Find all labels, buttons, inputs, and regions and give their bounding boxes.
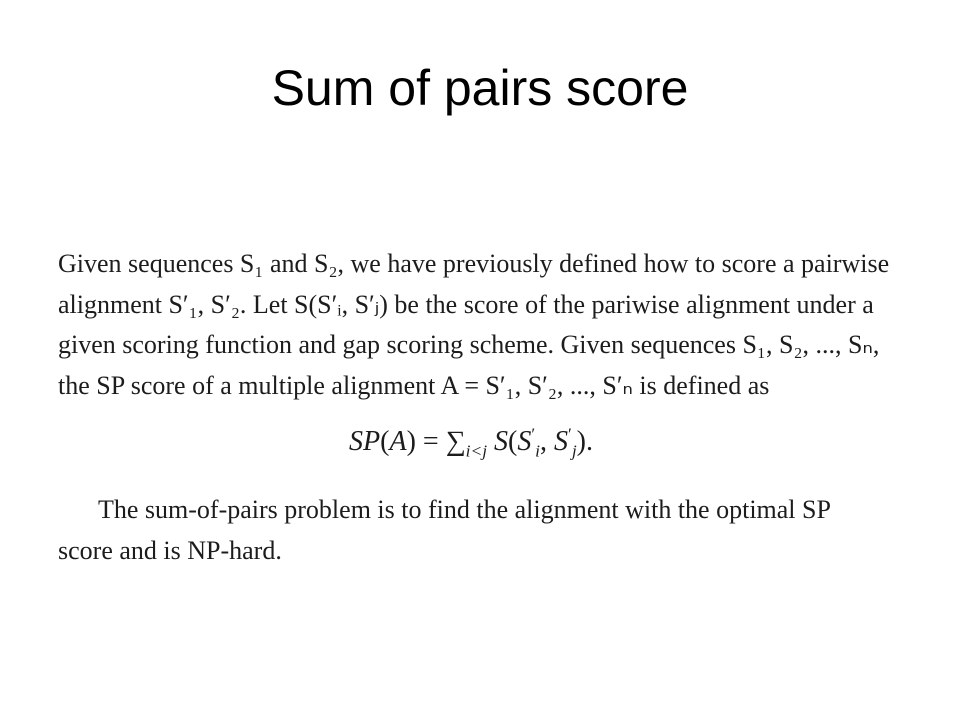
paragraph1-line-1: Given sequences S₁ and S₂, we have previously defined how to score a pairwise (58, 249, 890, 278)
sp-formula: $SP(A) = \sum_{i<j}$ $S(S'_i$, $S'_j$). (349, 424, 593, 461)
paragraph1-line-2: alignment S′₁, S′₂. Let S(S′ᵢ, S′ⱼ) be the score of the pariwise alignment under a (58, 289, 874, 319)
paragraph2-line-2: score and is NP-hard. (58, 535, 282, 565)
paragraph2-line-1: The sum-of-pairs problem is to find the alignment with the optimal SP (98, 495, 831, 524)
definition-paragraph (58, 244, 904, 406)
paragraph1-line-3: given scoring function and gap scoring scheme. Given sequences S₁, S₂, ..., Sₙ, (58, 330, 880, 359)
slide-title: Sum of pairs score (271, 60, 689, 116)
conclusion-paragraph (58, 490, 904, 571)
text-excerpt (58, 244, 904, 571)
paragraph1-line-4: the SP score of a multiple alignment A = S′₁, S′₂, ..., S′ₙ is defined as (58, 370, 770, 400)
